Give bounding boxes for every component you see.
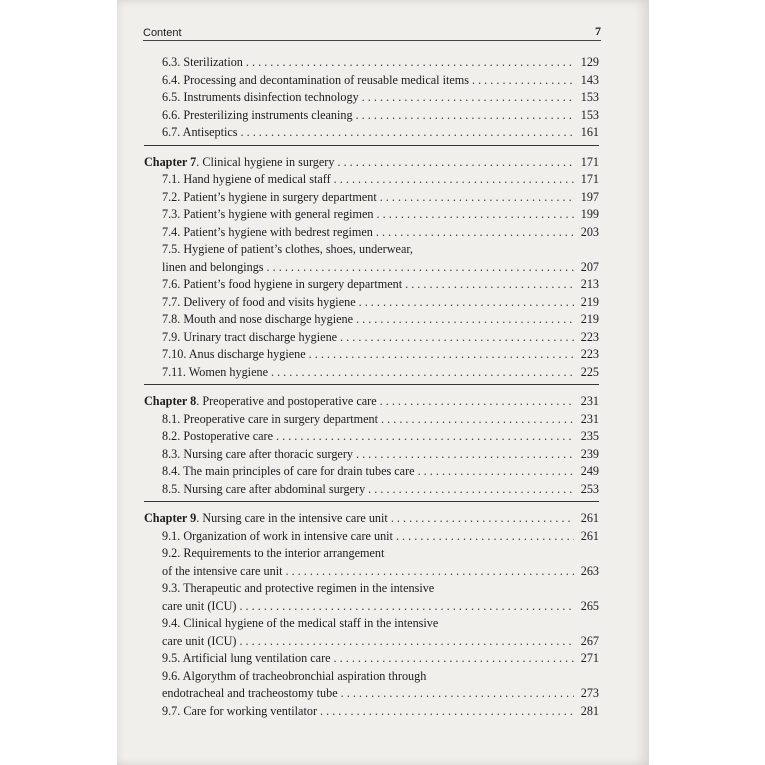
toc-entry-title: 7.1. Hand hygiene of medical staff <box>162 172 331 186</box>
toc-entry-page: 213 <box>580 277 599 291</box>
toc-entry-title: 9.4. Clinical hygiene of the medical staff in the intensive <box>162 616 439 630</box>
toc-entry-title: 7.4. Patient’s hygiene with bedrest regimen <box>162 224 373 239</box>
dot-leader <box>334 650 574 668</box>
toc-entry[interactable] <box>144 171 599 189</box>
toc-entry-title: 7.6. Patient’s food hygiene in surgery department <box>162 277 403 291</box>
dot-leader <box>377 206 574 224</box>
toc-entry-title: linen and belongings <box>162 259 264 274</box>
toc-entry-page: 273 <box>580 686 599 700</box>
toc-entry[interactable] <box>144 346 599 364</box>
toc-entry-page: 197 <box>580 189 599 204</box>
toc-entry-page: 265 <box>580 598 599 613</box>
chapter-page-number: 261 <box>580 511 599 525</box>
book-page <box>117 0 649 765</box>
dot-leader <box>271 364 574 382</box>
dot-leader <box>267 259 574 277</box>
toc-entry-page: 161 <box>580 125 599 139</box>
toc-entry-page: 153 <box>580 90 599 104</box>
toc-entry-page: 267 <box>580 633 599 648</box>
dot-leader <box>381 411 574 429</box>
toc-entry-title: 7.3. Patient’s hygiene with general regimen <box>162 207 374 221</box>
toc-entry-page: 129 <box>580 55 599 69</box>
toc-entry-page: 239 <box>580 446 599 461</box>
toc-entry[interactable] <box>144 463 599 481</box>
toc-entry[interactable] <box>144 563 599 581</box>
toc-entry-page: 203 <box>580 224 599 239</box>
dot-leader <box>285 563 574 581</box>
dot-leader <box>337 154 574 172</box>
toc-entry[interactable] <box>144 189 599 207</box>
dot-leader <box>356 311 574 329</box>
toc-entry[interactable] <box>144 545 599 563</box>
toc-entry[interactable] <box>144 107 599 125</box>
toc-entry-page: 281 <box>580 703 599 718</box>
toc-entry[interactable] <box>144 124 599 142</box>
toc-entry-page: 199 <box>580 207 599 221</box>
toc-entry[interactable] <box>144 598 599 616</box>
toc-entry[interactable] <box>144 206 599 224</box>
running-head: Content <box>143 27 182 39</box>
dot-leader <box>241 124 575 142</box>
dot-leader <box>362 89 574 107</box>
chapter-heading <box>144 154 334 172</box>
toc-entry[interactable] <box>144 615 599 633</box>
chapter-row[interactable] <box>144 510 599 528</box>
toc-entry-title: 7.2. Patient’s hygiene in surgery department <box>162 189 377 204</box>
toc-entry-title: 9.3. Therapeutic and protective regimen in the intensive <box>162 581 435 595</box>
toc-entry-page: 223 <box>580 329 599 344</box>
toc-entry-page: 261 <box>580 528 599 543</box>
chapter-row[interactable] <box>144 393 599 411</box>
chapter-title: . Nursing care in the intensive care unit <box>196 511 388 525</box>
dot-leader <box>356 446 574 464</box>
toc-entry-title: 7.7. Delivery of food and visits hygiene <box>162 294 356 309</box>
dot-leader <box>320 703 574 721</box>
toc-entry-title: 6.5. Instruments disinfection technology <box>162 90 359 104</box>
dot-leader <box>276 428 574 446</box>
toc-entry[interactable] <box>144 633 599 651</box>
toc-entry-page: 225 <box>580 364 599 379</box>
toc-entry-page: 223 <box>580 347 599 361</box>
dot-leader <box>340 329 574 347</box>
toc-entry-title: 7.8. Mouth and nose discharge hygiene <box>162 312 354 326</box>
toc-entry[interactable] <box>144 224 599 242</box>
toc-entry-title: 9.5. Artificial lung ventilation care <box>162 651 331 665</box>
toc-section <box>144 510 599 723</box>
toc-entry-title: 6.3. Sterilization <box>162 55 243 69</box>
toc-entry-title: 7.11. Women hygiene <box>162 364 268 379</box>
toc-entry[interactable] <box>144 481 599 499</box>
toc-entry-page: 153 <box>580 107 599 122</box>
toc-entry-page: 263 <box>580 563 599 578</box>
page-number: 7 <box>595 24 601 38</box>
dot-leader <box>405 276 574 294</box>
toc-section <box>144 154 599 386</box>
toc-entry[interactable] <box>144 650 599 668</box>
toc-entry[interactable] <box>144 54 599 72</box>
toc-entry-title: 6.7. Antiseptics <box>162 125 238 139</box>
toc-entry[interactable] <box>144 89 599 107</box>
dot-leader <box>239 598 574 616</box>
toc-entry-title: 9.7. Care for working ventilator <box>162 703 318 718</box>
toc-entry-title: 9.6. Algorythm of tracheobronchial aspiration through <box>162 668 427 683</box>
chapter-heading <box>144 510 388 528</box>
toc-entry-title: care unit (ICU) <box>162 598 237 613</box>
toc-entry[interactable] <box>144 411 599 429</box>
toc-entry[interactable] <box>144 329 599 347</box>
toc-entry[interactable] <box>144 703 599 721</box>
page-header <box>143 22 601 41</box>
dot-leader <box>380 393 574 411</box>
dot-leader <box>309 346 574 364</box>
toc-entry-page: 207 <box>580 259 599 274</box>
toc-entry-title: 7.5. Hygiene of patient’s clothes, shoes, underwear, <box>162 242 413 256</box>
toc-entry[interactable] <box>144 685 599 703</box>
toc-entry-title: 9.1. Organization of work in intensive care unit <box>162 528 393 543</box>
toc-entry-title: 8.5. Nursing care after abdominal surgery <box>162 481 366 496</box>
toc-entry[interactable] <box>144 72 599 90</box>
dot-leader <box>376 224 574 242</box>
toc-entry-page: 271 <box>580 651 599 665</box>
toc-entry[interactable] <box>144 259 599 277</box>
chapter-heading <box>144 393 377 411</box>
toc-entry-title: of the intensive care unit <box>162 563 283 578</box>
toc-section <box>144 54 599 146</box>
chapter-label: Chapter 9 <box>144 511 197 525</box>
toc-entry-page: 253 <box>580 481 599 496</box>
chapter-page-number: 171 <box>580 154 599 169</box>
toc-entry-title: 8.4. The main principles of care for drain tubes care <box>162 464 415 478</box>
toc-section <box>144 393 599 502</box>
toc-entry[interactable] <box>144 241 599 259</box>
toc-entry-title: 8.2. Postoperative care <box>162 429 274 443</box>
chapter-title: . Preoperative and postoperative care <box>196 394 377 408</box>
dot-leader <box>418 463 574 481</box>
chapter-label: Chapter 7 <box>144 154 197 169</box>
dot-leader <box>396 528 574 546</box>
dot-leader <box>239 633 574 651</box>
toc-entry-title: 7.10. Anus discharge hygiene <box>162 347 306 361</box>
toc-entry-title: 7.9. Urinary tract discharge hygiene <box>162 329 338 344</box>
toc-entry-page: 249 <box>580 464 599 478</box>
toc-entry-page: 235 <box>580 429 599 443</box>
toc-entry-page: 231 <box>580 411 599 426</box>
toc-entry[interactable] <box>144 446 599 464</box>
toc-entry-page: 143 <box>580 72 599 87</box>
dot-leader <box>341 685 574 703</box>
chapter-page-number: 231 <box>580 394 599 408</box>
toc-entry[interactable] <box>144 428 599 446</box>
table-of-contents <box>144 54 599 731</box>
chapter-row[interactable] <box>144 154 599 172</box>
toc-entry[interactable] <box>144 364 599 382</box>
dot-leader <box>246 54 574 72</box>
chapter-title: . Clinical hygiene in surgery <box>196 154 335 169</box>
toc-entry-title: 9.2. Requirements to the interior arrangement <box>162 546 385 560</box>
toc-entry-page: 171 <box>580 172 599 186</box>
dot-leader <box>356 107 574 125</box>
toc-entry[interactable] <box>144 528 599 546</box>
dot-leader <box>380 189 574 207</box>
toc-entry[interactable] <box>144 294 599 312</box>
dot-leader <box>334 171 574 189</box>
toc-entry-page: 219 <box>580 312 599 326</box>
chapter-label: Chapter 8 <box>144 394 197 408</box>
toc-entry-title: 8.3. Nursing care after thoracic surgery <box>162 446 353 461</box>
toc-entry[interactable] <box>144 311 599 329</box>
dot-leader <box>391 510 574 528</box>
dot-leader <box>368 481 574 499</box>
toc-entry[interactable] <box>144 580 599 598</box>
dot-leader <box>359 294 574 312</box>
toc-entry[interactable] <box>144 276 599 294</box>
toc-entry-title: 6.4. Processing and decontamination of reusable medical items <box>162 72 469 87</box>
toc-entry-title: endotracheal and tracheostomy tube <box>162 686 338 700</box>
toc-entry-page: 219 <box>580 294 599 309</box>
dot-leader <box>472 72 574 90</box>
toc-entry-title: 6.6. Presterilizing instruments cleaning <box>162 107 353 122</box>
toc-entry[interactable] <box>144 668 599 686</box>
toc-entry-title: care unit (ICU) <box>162 633 237 648</box>
toc-entry-title: 8.1. Preoperative care in surgery department <box>162 411 379 426</box>
